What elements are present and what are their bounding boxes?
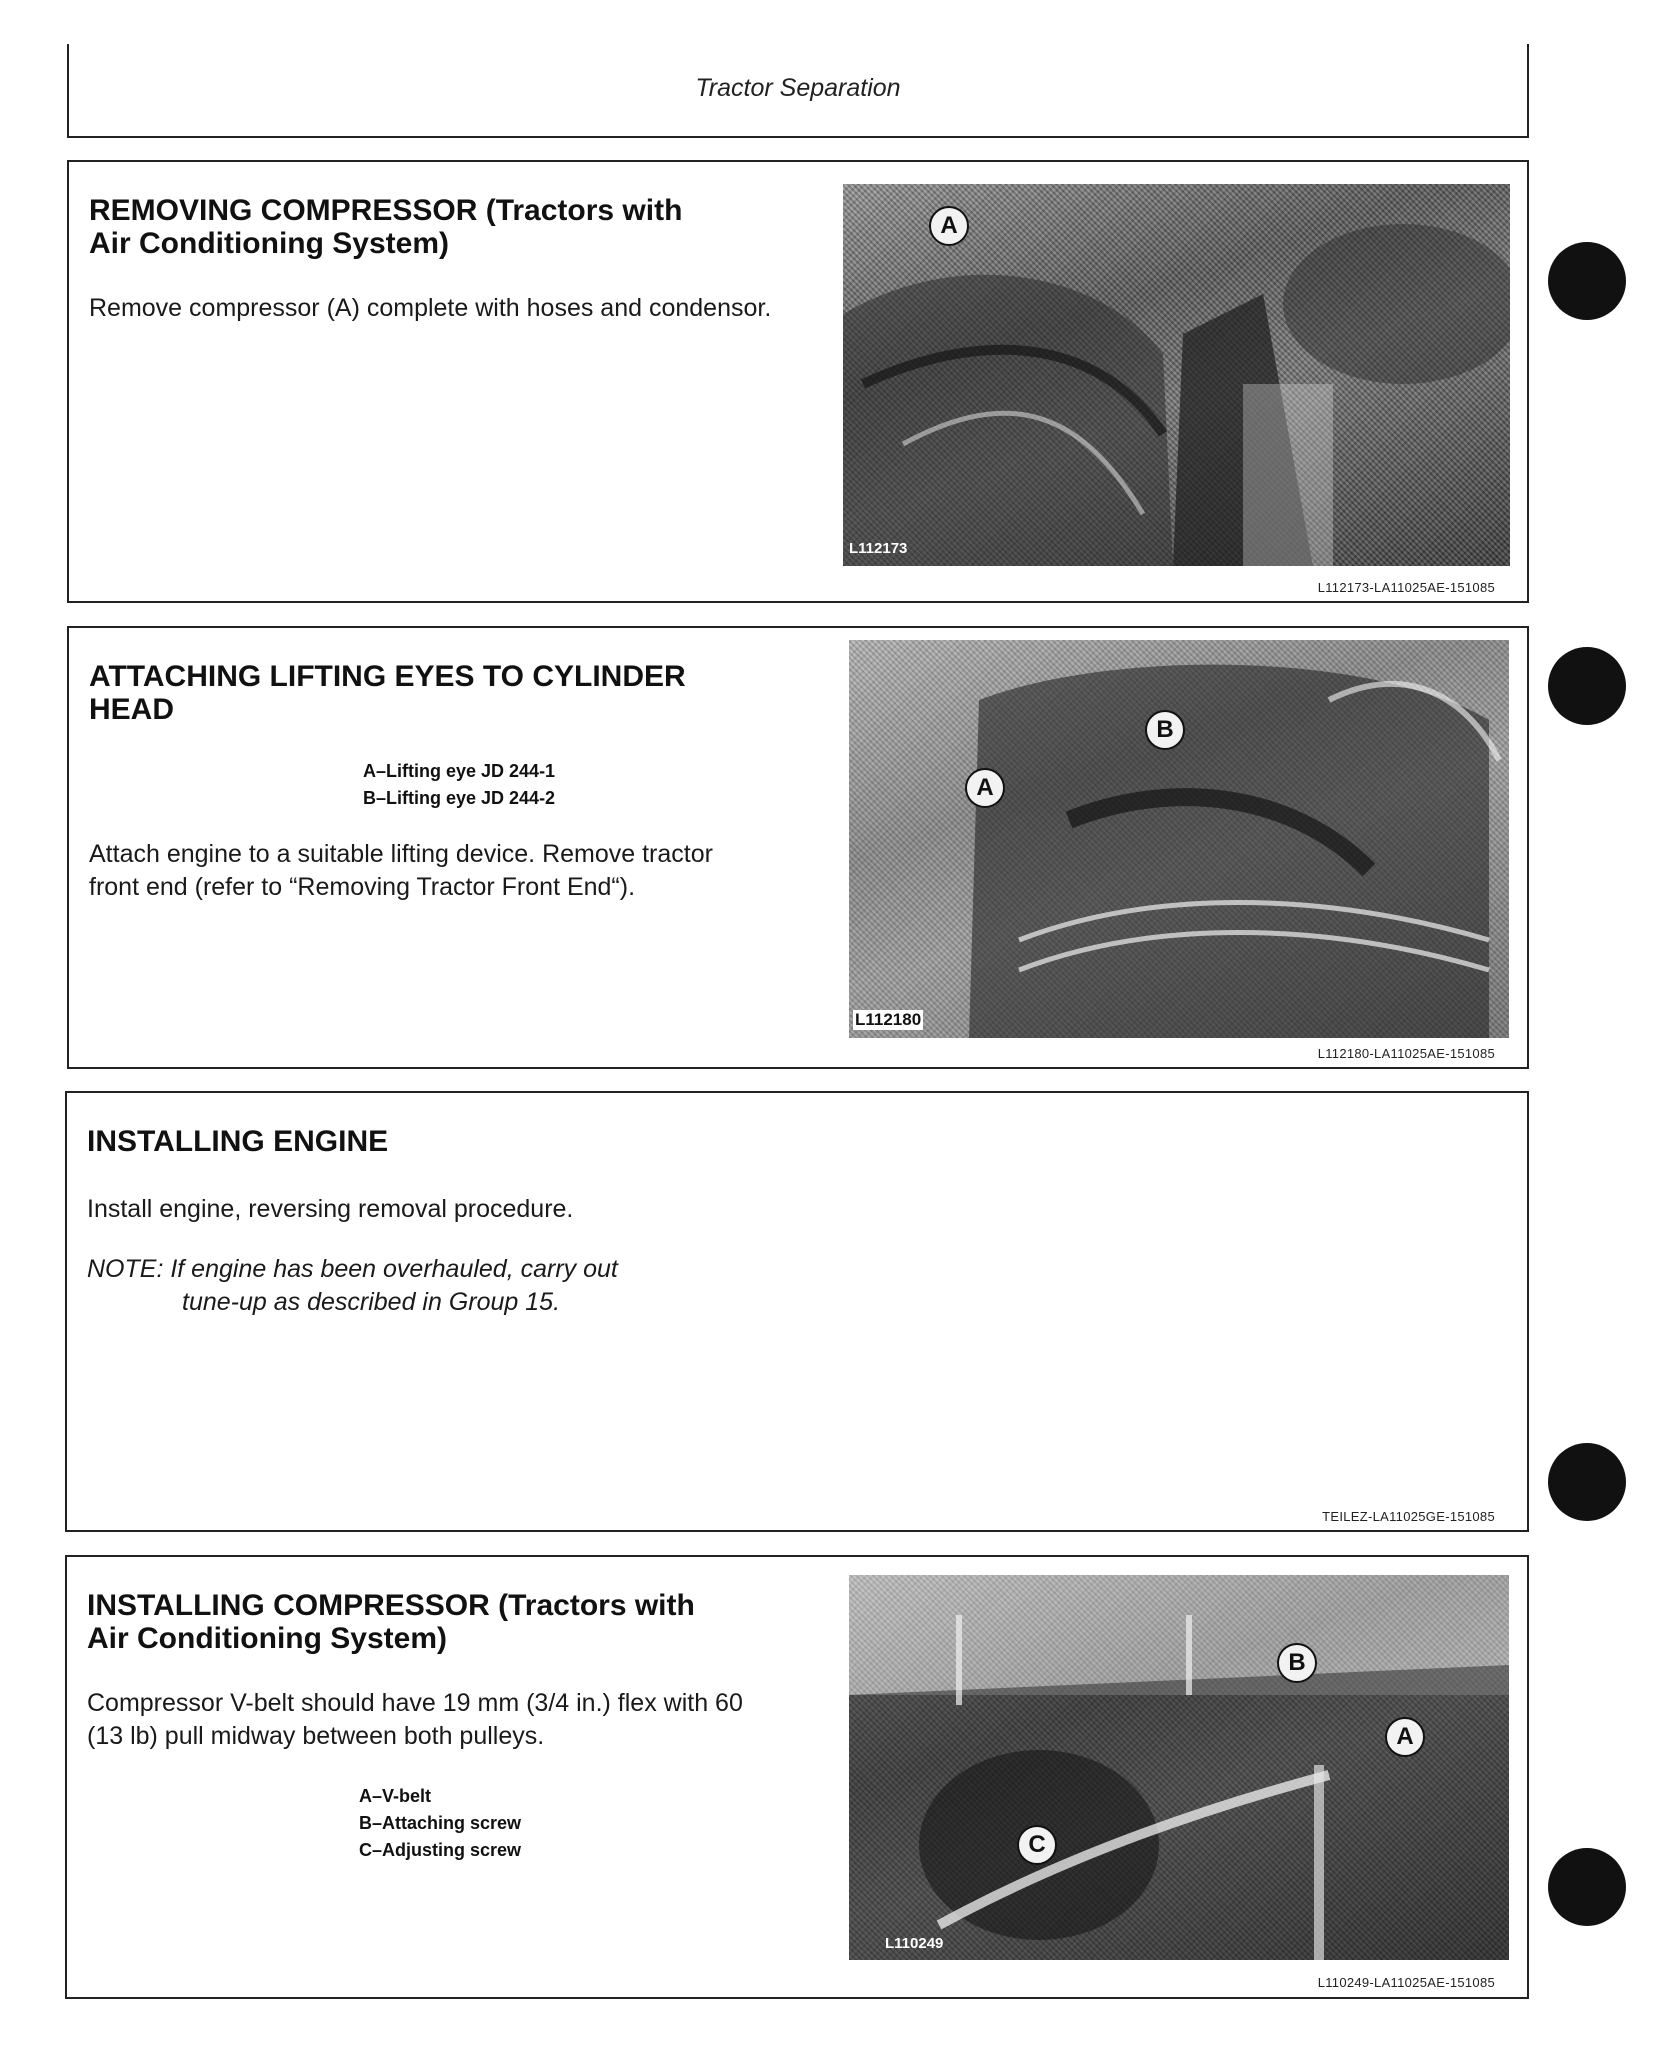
legend-item: C–Adjusting screw xyxy=(359,1840,522,1860)
figure-code: TEILEZ-LA11025GE-151085 xyxy=(1322,1509,1495,1524)
photo-drawing xyxy=(849,640,1509,1038)
section-body: Attach engine to a suitable lifting device. Remove tractor front end (refer to “Removing Tractor Front End“). xyxy=(89,840,713,901)
page-title: Tractor Separation xyxy=(695,74,901,102)
callout-a: A xyxy=(929,206,969,246)
section-title: INSTALLING ENGINE xyxy=(87,1125,389,1158)
legend xyxy=(359,1783,521,1864)
section-body: Remove compressor (A) complete with hoses and condensor. xyxy=(89,294,772,322)
photo-tag: L112173 xyxy=(849,540,908,557)
section-installing-compressor xyxy=(65,1555,1529,1999)
callout-c: C xyxy=(1017,1825,1057,1865)
callout-b: B xyxy=(1277,1643,1317,1683)
binder-hole xyxy=(1548,1848,1626,1926)
photo-compressor-installed xyxy=(849,1575,1509,1960)
legend xyxy=(363,758,555,812)
section-body: Compressor V-belt should have 19 mm (3/4 in.) flex with 60 (13 lb) pull midway between both pulleys. xyxy=(87,1689,743,1750)
photo-tag: L110249 xyxy=(885,1935,944,1952)
legend-item: A–Lifting eye JD 244-1 xyxy=(363,761,556,781)
photo-lifting-eyes xyxy=(849,640,1509,1038)
section-title: INSTALLING COMPRESSOR (Tractors with Air Conditioning System) xyxy=(87,1589,695,1655)
photo-drawing xyxy=(849,1575,1509,1960)
callout-a: A xyxy=(1385,1717,1425,1757)
figure-code: L112173-LA11025AE-151085 xyxy=(1317,580,1495,595)
note-line: tune-up as described in Group 15. xyxy=(182,1288,561,1316)
binder-hole xyxy=(1548,647,1626,725)
section-body: Install engine, reversing removal procedure. xyxy=(87,1195,574,1223)
section-title: REMOVING COMPRESSOR (Tractors with Air Conditioning System) xyxy=(89,194,683,260)
figure-code: L110249-LA11025AE-151085 xyxy=(1317,1975,1495,1990)
section-title: ATTACHING LIFTING EYES TO CYLINDER HEAD xyxy=(89,660,686,726)
section-removing-compressor xyxy=(67,160,1529,603)
binder-hole xyxy=(1548,242,1626,320)
photo-tag: L112180 xyxy=(855,1010,922,1029)
page-header xyxy=(67,44,1529,138)
note-line: NOTE: If engine has been overhauled, carry out xyxy=(87,1255,618,1283)
callout-b: B xyxy=(1145,710,1185,750)
photo-compressor xyxy=(843,184,1510,566)
legend-item: A–V-belt xyxy=(359,1786,432,1806)
note xyxy=(87,1253,807,1319)
section-installing-engine xyxy=(65,1091,1529,1532)
binder-hole xyxy=(1548,1443,1626,1521)
section-lifting-eyes xyxy=(67,626,1529,1069)
figure-code: L112180-LA11025AE-151085 xyxy=(1317,1046,1495,1061)
legend-item: B–Lifting eye JD 244-2 xyxy=(363,788,556,808)
legend-item: B–Attaching screw xyxy=(359,1813,522,1833)
callout-a: A xyxy=(965,768,1005,808)
